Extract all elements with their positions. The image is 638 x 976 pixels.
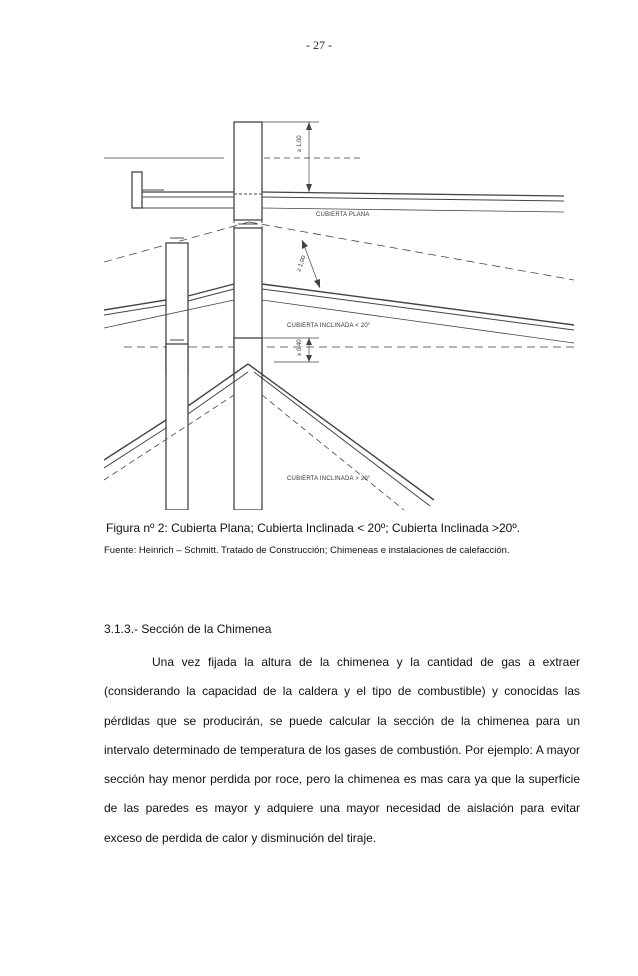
chimney-roof-figure <box>104 100 584 510</box>
label-cubierta-plana: CUBIERTA PLANA <box>316 212 370 218</box>
page-number: - 27 - <box>306 38 332 52</box>
figure-source: Fuente: Heinrich – Schmitt. Tratado de Construcción; Chimeneas e instalaciones de calefacción. <box>104 545 510 556</box>
body-paragraph-text: Una vez fijada la altura de la chimenea y la cantidad de gas a extraer (considerando la capacidad de la caldera y el tipo de combustible) y conocidas las pérdidas que se producirán, se puede calcular la sección de la chimenea para un intervalo determinado de temperatura de los gases de combustión. Por ejemplo: A mayor sección hay menor perdida por roce, pero la chimenea es mas cara ya que la superficie de las paredes es mayor y adquiere una mayor necesidad de aislación para evitar exceso de perdida de calor y disminución del tiraje. <box>104 655 580 845</box>
section-heading: 3.1.3.- Sección de la Chimenea <box>104 622 272 636</box>
figure-caption: Figura nº 2: Cubierta Plana; Cubierta Inclinada < 20º; Cubierta Inclinada >20º. <box>106 521 521 535</box>
panel-roof-over-20 <box>104 338 574 510</box>
dimension-label-2: ≥ 1,00 <box>296 254 308 273</box>
label-cubierta-inclinada-mayor: CUBIERTA INCLINADA > 20° <box>287 476 371 482</box>
dimension-label-3: ≥ 0,40 <box>297 339 303 356</box>
figure-drawing <box>104 100 584 510</box>
dimension-label-1: ≥ 1,00 <box>297 135 303 152</box>
body-paragraph <box>104 648 580 853</box>
label-cubierta-inclinada-menor: CUBIERTA INCLINADA < 20° <box>287 323 371 329</box>
